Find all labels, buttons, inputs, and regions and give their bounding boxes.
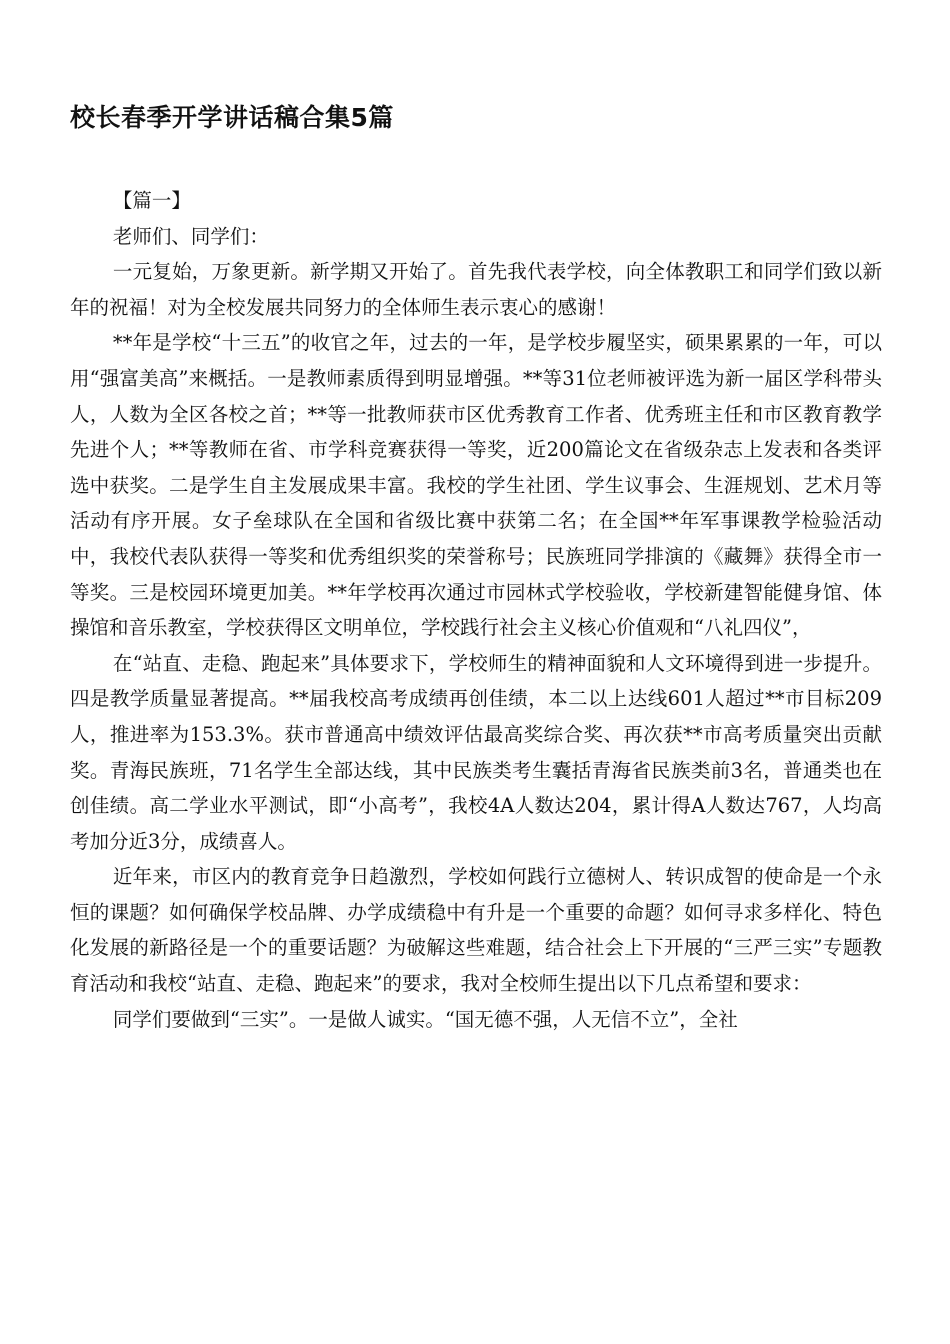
body-paragraph: 同学们要做到“三实”。一是做人诚实。“国无德不强，人无信不立”，全社 <box>112 1007 738 1031</box>
body-paragraph: **年是学校“十三五”的收官之年，过去的一年，是学校步履坚实，硕果累累的一年，可以用“强富美高”来概括。一是教师素质得到明显增强。**等31位老师被评选为新一届区学科带头人，人数为全区各校之首；**等一批教师获市区优秀教育工作者、优秀班主任和市区教育教学先进个人；**等教师在省、市学科竞赛获得一等奖，近200篇论文在省级杂志上发表和各类评选中获奖。二是学生自主发展成果丰富。我校的学生社团、学生议事会、生涯规划、艺术月等活动有序开展。女子垒球队在全国和省级比赛中获第二名；在全国**年军事课教学检验活动中，我校代表队获得一等奖和优秀组织奖的荣誉称号；民族班同学排演的《藏舞》获得全市一等奖。三是校园环境更加美。**年学校再次通过市园林式学校验收，学校新建智能健身馆、体操馆和音乐教室，学校获得区文明单位，学校践行社会主义核心价值观和“八礼四仪”， <box>70 331 882 640</box>
section-label: 【篇一】 <box>112 189 191 212</box>
body-paragraph: 在“站直、走稳、跑起来”具体要求下，学校师生的精神面貌和人文环境得到进一步提升。四是教学质量显著提高。**届我校高考成绩再创佳绩，本二以上达线601人超过**市目标209人，推进率为153.3%。获市普通高中绩效评估最高奖综合奖、再次获**市高考质量突出贡献奖。青海民族班，71名学生全部达线，其中民族类考生囊括青海省民族类前3名，普通类也在创佳绩。高二学业水平测试，即“小高考”，我校4A人数达204，累计得A人数达767，人均高考加分近3分，成绩喜人。 <box>70 651 882 853</box>
document-title: 校长春季开学讲话稿合集5篇 <box>70 103 394 132</box>
salutation-paragraph: 老师们、同学们： <box>112 224 269 248</box>
body-paragraph: 一元复始，万象更新。新学期又开始了。首先我代表学校，向全体教职工和同学们致以新年的祝福！对为全校发展共同努力的全体师生表示衷心的感谢！ <box>70 260 882 319</box>
document-body <box>70 183 882 1037</box>
body-paragraph: 近年来，市区内的教育竞争日趋激烈，学校如何践行立德树人、转识成智的使命是一个永恒的课题？如何确保学校品牌、办学成绩稳中有升是一个重要的命题？如何寻求多样化、特色化发展的新路径是一个的重要话题？为破解这些难题，结合社会上下开展的“三严三实”专题教育活动和我校“站直、走稳、跑起来”的要求，我对全校师生提出以下几点希望和要求： <box>70 865 882 996</box>
